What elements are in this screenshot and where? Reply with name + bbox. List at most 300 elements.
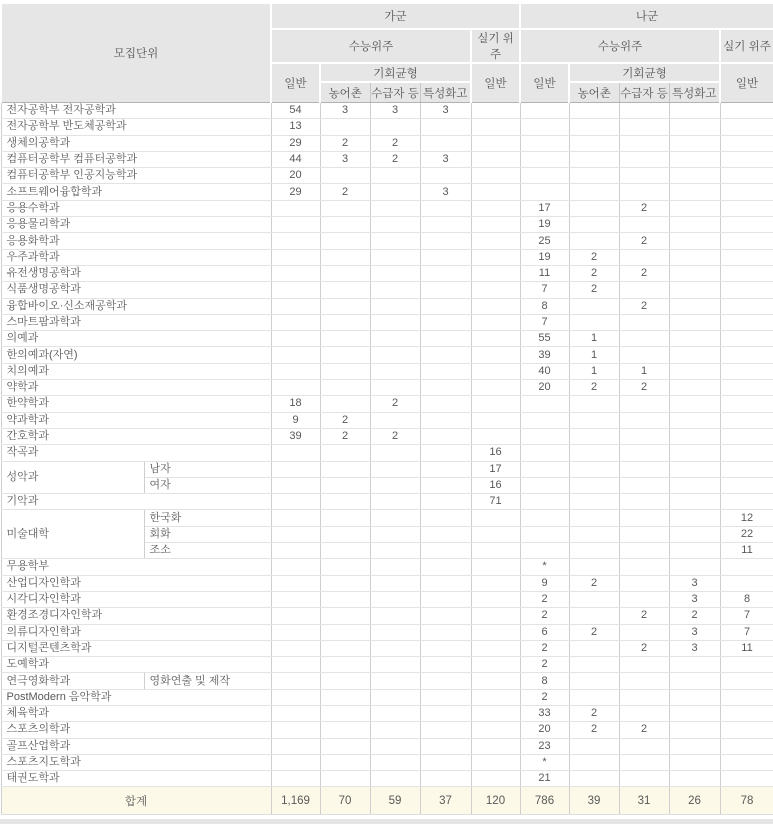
unit-name-cell: 융합바이오·신소재공학과 [1,298,271,314]
value-cell [720,412,773,428]
total-value-cell: 59 [370,787,420,815]
value-cell [271,445,320,461]
table-row [1,151,773,167]
value-cell [370,705,420,721]
value-cell [420,445,471,461]
table-row [1,738,773,754]
value-cell [619,103,669,119]
value-cell [720,217,773,233]
unit-name-cell: 간호학과 [1,428,271,444]
value-cell [471,412,520,428]
value-cell [271,380,320,396]
value-cell [471,380,520,396]
value-cell [471,151,520,167]
table-row [1,624,773,640]
value-cell [271,624,320,640]
value-cell [420,608,471,624]
value-cell [320,217,370,233]
value-cell [619,624,669,640]
value-cell [669,168,720,184]
value-cell [370,510,420,526]
value-cell [669,705,720,721]
value-cell [320,233,370,249]
unit-name-cell: 골프산업학과 [1,738,271,754]
table-header [1,3,773,103]
value-cell [271,217,320,233]
unit-name-cell: 우주과학과 [1,249,271,265]
value-cell [720,265,773,281]
total-label: 합계 [1,787,271,815]
value-cell: 13 [271,119,320,135]
header-csat-a: 수능위주 [271,29,471,63]
value-cell [320,363,370,379]
value-cell: 1 [569,347,619,363]
unit-name-cell: 한약학과 [1,396,271,412]
value-cell: 44 [271,151,320,167]
total-value-cell: 37 [420,787,471,815]
value-cell [471,168,520,184]
value-cell [720,445,773,461]
value-cell [420,135,471,151]
total-value-cell: 78 [720,787,773,815]
table-row [1,705,773,721]
value-cell [471,184,520,200]
value-cell [370,754,420,770]
value-cell: 2 [520,689,569,705]
value-cell [471,543,520,559]
value-cell [471,119,520,135]
value-cell [669,445,720,461]
value-cell [471,575,520,591]
value-cell [420,461,471,477]
value-cell [619,151,669,167]
value-cell [471,608,520,624]
value-cell: 8 [520,673,569,689]
value-cell [420,331,471,347]
value-cell [420,738,471,754]
table-row [1,608,773,624]
value-cell [320,265,370,281]
value-cell [569,233,619,249]
value-cell [271,640,320,656]
unit-name-cell: 유전생명공학과 [1,265,271,281]
value-cell: 21 [520,771,569,787]
value-cell [271,526,320,542]
value-cell: 2 [370,151,420,167]
value-cell [569,510,619,526]
value-cell: 23 [520,738,569,754]
table-row [1,119,773,135]
value-cell [420,657,471,673]
value-cell [320,559,370,575]
value-cell [669,738,720,754]
value-cell [669,265,720,281]
unit-name-cell: 한의예과(자연) [1,347,271,363]
next-section-edge [0,819,773,824]
table-row [1,771,773,787]
value-cell [619,135,669,151]
value-cell [569,119,619,135]
value-cell [720,575,773,591]
value-cell: 3 [420,184,471,200]
header-practical-general-a: 일반 [471,63,520,103]
value-cell [669,428,720,444]
value-cell: 2 [370,396,420,412]
value-cell [370,184,420,200]
value-cell [320,526,370,542]
value-cell [320,249,370,265]
total-value-cell: 120 [471,787,520,815]
header-csat-b: 수능위주 [520,29,720,63]
value-cell [271,363,320,379]
table-row [1,673,773,689]
value-cell: 2 [569,265,619,281]
unit-name-cell: 의예과 [1,331,271,347]
value-cell [420,396,471,412]
value-cell [669,526,720,542]
value-cell [420,380,471,396]
table-row [1,494,773,510]
value-cell [720,151,773,167]
value-cell: 9 [520,575,569,591]
unit-name-cell: 디지털콘텐츠학과 [1,640,271,656]
value-cell: 2 [569,282,619,298]
table-row [1,754,773,770]
value-cell [471,673,520,689]
header-group-a: 가군 [271,3,520,29]
value-cell [569,673,619,689]
value-cell [569,412,619,428]
value-cell [520,135,569,151]
value-cell [320,445,370,461]
value-cell [420,543,471,559]
value-cell [370,217,420,233]
value-cell: 55 [520,331,569,347]
value-cell [669,233,720,249]
value-cell [370,477,420,493]
header-practical-b: 실기 위주 [720,29,773,63]
value-cell: 2 [520,657,569,673]
value-cell [720,103,773,119]
unit-name-cell: 산업디자인학과 [1,575,271,591]
header-recipient-b: 수급자 등 [619,82,669,103]
value-cell [520,184,569,200]
value-cell [569,103,619,119]
value-cell: 19 [520,249,569,265]
value-cell [720,689,773,705]
value-cell [669,119,720,135]
value-cell [619,559,669,575]
value-cell [420,347,471,363]
value-cell [420,510,471,526]
value-cell: 29 [271,135,320,151]
value-cell: 3 [669,575,720,591]
unit-name-cell: 생체의공학과 [1,135,271,151]
value-cell: 9 [271,412,320,428]
table-body [1,103,773,787]
table-row [1,298,773,314]
value-cell [370,363,420,379]
unit-name-cell: 성악과 [1,461,144,494]
table-row [1,640,773,656]
value-cell [471,738,520,754]
unit-name-cell: 전자공학부 반도체공학과 [1,119,271,135]
value-cell [320,575,370,591]
value-cell [669,673,720,689]
header-vocational-a: 특성화고 [420,82,471,103]
table-row [1,396,773,412]
table-row [1,217,773,233]
value-cell [471,428,520,444]
value-cell [569,135,619,151]
value-cell: 29 [271,184,320,200]
value-cell [720,771,773,787]
value-cell [569,494,619,510]
value-cell [569,559,619,575]
value-cell [370,722,420,738]
table-row [1,722,773,738]
value-cell [420,233,471,249]
value-cell [520,461,569,477]
value-cell [320,380,370,396]
admissions-table [0,2,773,815]
value-cell [471,347,520,363]
value-cell [370,673,420,689]
value-cell [370,591,420,607]
value-cell [569,217,619,233]
value-cell [320,510,370,526]
value-cell [569,771,619,787]
value-cell: 11 [720,543,773,559]
unit-name-cell: 스포츠의학과 [1,722,271,738]
value-cell [720,233,773,249]
value-cell: 2 [619,640,669,656]
value-cell [271,689,320,705]
value-cell: 3 [320,103,370,119]
value-cell [669,689,720,705]
value-cell [669,249,720,265]
value-cell [619,705,669,721]
unit-name-cell: 태권도학과 [1,771,271,787]
value-cell [669,510,720,526]
value-cell [619,591,669,607]
value-cell: 11 [520,265,569,281]
table-row [1,168,773,184]
value-cell [320,608,370,624]
value-cell [569,608,619,624]
value-cell [471,722,520,738]
value-cell [271,559,320,575]
value-cell: 2 [520,640,569,656]
value-cell [420,559,471,575]
value-cell [471,705,520,721]
value-cell [370,559,420,575]
header-general-b: 일반 [520,63,569,103]
value-cell [420,526,471,542]
value-cell [619,314,669,330]
value-cell [370,494,420,510]
unit-name-cell: 미술대학 [1,510,144,559]
value-cell: 3 [420,151,471,167]
value-cell [420,771,471,787]
unit-name-cell: 약학과 [1,380,271,396]
value-cell [471,510,520,526]
value-cell [569,396,619,412]
value-cell: 19 [520,217,569,233]
value-cell [720,282,773,298]
value-cell [471,657,520,673]
value-cell [420,754,471,770]
value-cell [720,347,773,363]
value-cell [370,461,420,477]
table-row [1,331,773,347]
value-cell [669,461,720,477]
value-cell: 2 [520,608,569,624]
value-cell [320,461,370,477]
value-cell [271,543,320,559]
value-cell [271,200,320,216]
value-cell [520,412,569,428]
value-cell [271,331,320,347]
value-cell [720,119,773,135]
value-cell [520,168,569,184]
value-cell [619,282,669,298]
value-cell [320,657,370,673]
value-cell: 1 [619,363,669,379]
value-cell [370,445,420,461]
table-row [1,559,773,575]
table-row [1,282,773,298]
value-cell [271,265,320,281]
value-cell: 3 [669,624,720,640]
value-cell [420,249,471,265]
value-cell [720,754,773,770]
value-cell [720,184,773,200]
unit-subname-cell: 조소 [144,543,271,559]
value-cell [271,575,320,591]
value-cell: 6 [520,624,569,640]
value-cell [271,494,320,510]
value-cell [720,298,773,314]
value-cell [520,445,569,461]
value-cell [619,217,669,233]
value-cell [370,771,420,787]
value-cell [569,543,619,559]
value-cell [420,428,471,444]
unit-name-cell: 컴퓨터공학부 컴퓨터공학과 [1,151,271,167]
header-unit: 모집단위 [1,3,271,103]
value-cell [320,689,370,705]
unit-name-cell: 전자공학부 전자공학과 [1,103,271,119]
value-cell [370,331,420,347]
value-cell: * [520,559,569,575]
value-cell: 2 [569,249,619,265]
value-cell: 3 [669,640,720,656]
value-cell [271,591,320,607]
value-cell [370,200,420,216]
value-cell: 3 [420,103,471,119]
header-rural-a: 농어촌 [320,82,370,103]
value-cell: 2 [569,722,619,738]
value-cell [471,331,520,347]
value-cell [619,428,669,444]
value-cell [669,543,720,559]
value-cell [370,543,420,559]
value-cell [669,200,720,216]
value-cell [320,314,370,330]
value-cell [471,624,520,640]
value-cell [720,168,773,184]
table-row [1,184,773,200]
value-cell: 2 [520,591,569,607]
value-cell: 2 [669,608,720,624]
value-cell: 3 [370,103,420,119]
table-row [1,249,773,265]
table-row [1,380,773,396]
value-cell [569,184,619,200]
value-cell [420,591,471,607]
value-cell [471,640,520,656]
total-value-cell: 31 [619,787,669,815]
value-cell [420,575,471,591]
value-cell [720,559,773,575]
table-row [1,689,773,705]
value-cell [669,754,720,770]
value-cell [271,510,320,526]
value-cell: 20 [520,722,569,738]
value-cell [619,412,669,428]
value-cell [520,119,569,135]
value-cell [471,249,520,265]
value-cell [520,543,569,559]
value-cell [420,477,471,493]
value-cell: 1 [569,331,619,347]
value-cell [669,331,720,347]
value-cell [271,657,320,673]
value-cell [420,673,471,689]
value-cell [320,722,370,738]
header-vocational-b: 특성화고 [669,82,720,103]
value-cell [271,314,320,330]
value-cell [520,494,569,510]
value-cell [619,673,669,689]
value-cell [720,673,773,689]
value-cell [370,298,420,314]
header-group-b: 나군 [520,3,773,29]
value-cell [420,412,471,428]
value-cell [370,380,420,396]
value-cell [669,151,720,167]
value-cell: 39 [271,428,320,444]
total-value-cell: 786 [520,787,569,815]
value-cell [520,428,569,444]
value-cell: 20 [271,168,320,184]
value-cell: 12 [720,510,773,526]
value-cell [720,200,773,216]
value-cell [471,103,520,119]
unit-name-cell: 스포츠지도학과 [1,754,271,770]
value-cell [271,754,320,770]
value-cell [320,347,370,363]
value-cell [669,363,720,379]
header-practical-a: 실기 위주 [471,29,520,63]
value-cell: 2 [320,184,370,200]
value-cell [669,396,720,412]
value-cell: 3 [320,151,370,167]
value-cell [720,314,773,330]
value-cell [471,200,520,216]
value-cell [271,705,320,721]
